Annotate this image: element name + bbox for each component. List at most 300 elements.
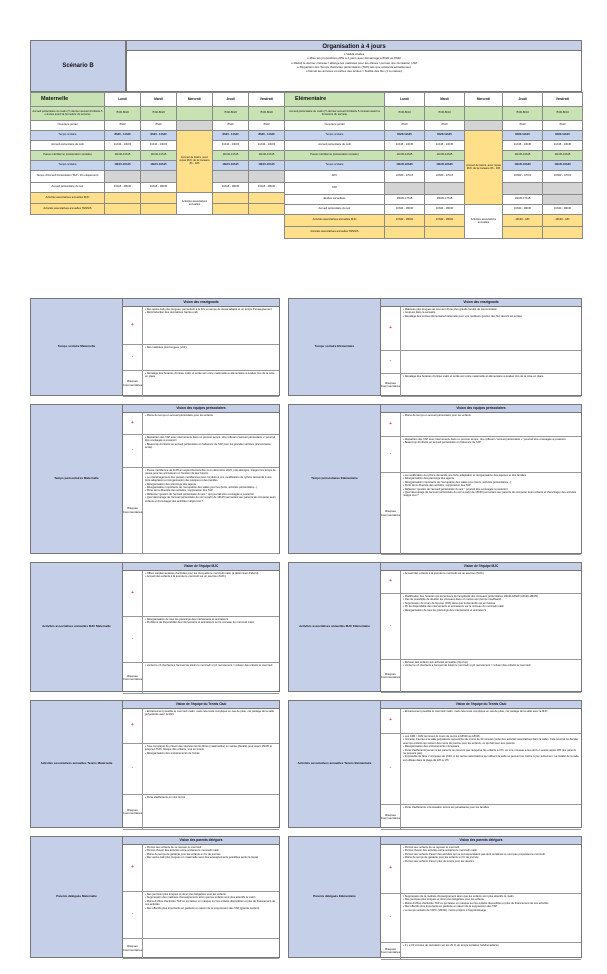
schedule-cell	[385, 183, 425, 195]
bullet-item: ▪ Pb de disponibilité des intervenants et animateurs sur le créneau du mercredi matin	[403, 605, 579, 608]
wednesday-leisure-cell: Accueil de loisirs, avec repas MJC de la Guisane 8h - 18h	[177, 131, 213, 193]
bullet-item: ▪ Pas de possibilité de doubler les créneaux dans un même soir (temps insuffisant)	[403, 598, 579, 601]
bullet-item: ▪ Permet aux enfants de se reposer le mercredi	[403, 846, 579, 849]
section-title: Elémentaire	[285, 93, 385, 107]
bullet-list	[401, 709, 581, 734]
wednesday-leisure-cell: Accueil de loisirs, avec repas MJC de la Guisane 8h - 18h	[465, 131, 503, 205]
schedule-cell: 16h15 - 18h30	[141, 183, 177, 193]
schedule-cell: 11h45-13h45	[543, 151, 583, 161]
row-label: Accueil périscolaire du midi	[285, 141, 385, 151]
schedule-cell: 13h15-16h15	[213, 161, 249, 171]
schedule-cell: 8h20	[213, 121, 249, 131]
minus-sign: -	[381, 894, 401, 943]
schedule-cell: 13h45-16h30	[425, 161, 465, 171]
schedule-cell: 8h20	[249, 121, 285, 131]
schedule-cell	[105, 204, 141, 215]
bullet-item: ▪ Permet aux enfants de se reposer le mercredi	[145, 846, 277, 849]
bullet-list	[143, 468, 279, 554]
row-label: Activités associatives annuelles TENNIS	[285, 227, 385, 239]
schedule-cell: 16h30-17h15	[503, 195, 543, 205]
schedule-cell: 13h15-16h15	[105, 161, 141, 171]
bullet-list	[143, 571, 279, 617]
vision-panel	[288, 298, 582, 396]
bullet-item: ▪ Décalage des horaires d'entrée matin et sortie soir entre maternelle et élémentaire à évaluer lors de la mise en place	[145, 372, 277, 379]
bullet-item: ▪ Moins de temps en accueil périscolaire pour les enfants	[145, 414, 277, 417]
schedule-row	[285, 107, 583, 121]
schedule-cell: 7h30-8h10	[425, 107, 465, 121]
bullet-item: ▪ Les CM1 / CM2 terminent le cours de tennis à 18h30 au 18h45.	[403, 735, 579, 738]
day-header: Mardi	[425, 93, 465, 107]
panel-label: Temps scolaire Maternelle	[31, 299, 123, 395]
schedule-row	[31, 161, 285, 171]
schedule-cell	[177, 107, 213, 121]
bullet-item: ▪ Quel découpage de l'accueil périscolaire du soir à partir de 16h30 permettant aux parents de récupérer leurs enfants et d'envisager des activités malgré tout ?	[403, 491, 579, 498]
schedule-row	[285, 183, 583, 195]
day-header: Jeudi	[213, 93, 249, 107]
schedule-cell: 11h45-13h45	[385, 151, 425, 161]
schedule-cell	[543, 183, 583, 195]
row-label: Ouverture portail	[285, 121, 385, 131]
schedule-row	[285, 161, 583, 171]
bullet-item: ▪ Suppression de la matinée d'enseignement alors que les enfants sont plus attentifs le matin	[403, 895, 579, 898]
vision-panel	[30, 700, 280, 828]
bullet-item: ▪ Décalage des horaires d'entrée matin et sortie soir entre maternelle et élémentaire à évaluer lors de la mise en place	[403, 375, 579, 378]
bullet-item: ▪ Refuser des enfants aux activités annuelles (hip-hop)	[403, 661, 579, 664]
risks-label: Risques Commentaires	[123, 663, 143, 694]
minus-sign: -	[123, 892, 143, 939]
panel-label: Temps périscolaires Elémentaire	[289, 405, 381, 553]
schedule-cell: 16h30 - 18h	[503, 215, 543, 227]
panel-label: Temps scolaire Elémentaire	[289, 299, 381, 395]
row-label: Activités associatives annuelles MJC	[285, 215, 385, 227]
schedule-cell: 7h30-8h20	[105, 107, 141, 121]
bullet-item: ▪ Décalage des sorties élémentaire/maternelle pour une meilleure gestion des flux devant les écoles	[403, 315, 579, 318]
schedule-cell: 7h30-8h10	[543, 107, 583, 121]
schedule-row	[285, 205, 583, 215]
plus-sign: +	[381, 845, 401, 894]
vision-heading: Vision des équipes périscolaires	[123, 405, 279, 413]
elementaire-schedule-table	[284, 92, 583, 239]
vision-heading: Vision de l'équipe du Tennis Club	[381, 701, 581, 709]
schedule-cell: 7h30-8h10	[385, 107, 425, 121]
bullet-list	[401, 894, 581, 943]
bullet-item: ▪ Accueil des enfants à la journée le mercredi sur un seul lieu (MJC)	[145, 575, 277, 578]
schedule-row	[285, 215, 583, 227]
bullet-item: ▪ Pause méridienne de 1h35 en septembre/octobre et en décembre 2023, puis allongée, intégrer les temps de pause pour les animateurs en fonction de leur besoin	[145, 469, 277, 476]
schedule-row	[31, 131, 285, 141]
risks-label: Risques Commentaires	[123, 371, 143, 397]
vision-panel	[288, 836, 582, 958]
bullet-item: ▪ Entrainement possible le mercredi matin, mais cela reste compliqué en cas de pluie, car partage de la salle polyvalente avec la MJC	[145, 710, 277, 717]
plus-sign: +	[381, 413, 401, 437]
row-label: Pause méridienne (restauration scolaire)	[285, 151, 385, 161]
row-label: TAP	[285, 183, 385, 195]
bullet-list	[401, 374, 581, 397]
bullet-item: ▪ Il y a 15 minutes de récréation sur les 20 % de temps scolaires hebdomadaires	[403, 944, 579, 947]
schedule-cell: 13h15-16h15	[249, 161, 285, 171]
row-label: Accueil périscolaire du matin (½ dernier accueil d'enfants 5 minutes avant la fermeture du service)	[285, 107, 385, 121]
vision-panel	[30, 298, 280, 396]
plus-sign: +	[123, 571, 143, 617]
schedule-cell: 16h30 - 18h00	[425, 215, 465, 227]
schedule-cell: 8h20-11h45	[425, 131, 465, 141]
bullet-item: ▪ Réorganisation des plannings des agents	[145, 483, 277, 486]
schedule-cell: 16h30 - 17h15	[385, 171, 425, 183]
day-header: Vendredi	[543, 93, 583, 107]
scenario-label: Scénario B	[30, 40, 126, 92]
bullet-list	[143, 795, 279, 830]
row-label: Accueil périscolaire du midi	[31, 141, 105, 151]
row-label: Temps scolaire	[31, 161, 105, 171]
schedule-row	[31, 107, 285, 121]
panel-label: Temps périscolaires Maternelle	[31, 405, 123, 553]
schedule-cell	[141, 193, 177, 204]
schedule-cell: 16h15 - 18h30	[249, 183, 285, 193]
schedule-cell: 11h45 - 13h45	[503, 141, 543, 151]
risks-label: Risques Commentaires	[123, 939, 143, 959]
schedule-cell: 11h45-13h45	[425, 151, 465, 161]
schedule-cell: 13h45-16h30	[385, 161, 425, 171]
bullet-item: ▪ Beaucoup d'enfants en accueil périscolaire en l'absence de TAP pour les grandes sections (transmission école)	[145, 443, 277, 450]
bullet-item: ▪ Limiter le nb d'enfants à l'accueil de loisirs le mercredi si pb recrutement = refuser des enfants le mercredi	[145, 664, 277, 667]
schedule-cell: 16h30 - 18h30	[503, 205, 543, 215]
condition-line: o Dénuit les arrivées et sorties des écoles = fluidité des flux (1 à maison)	[305, 69, 403, 74]
schedule-cell: 7h30-8h20	[213, 107, 249, 121]
schedule-row	[285, 171, 583, 183]
schedule-cell: 16h30 - 18h30	[543, 205, 583, 215]
schedule-cell: 11h45 - 13h45	[385, 141, 425, 151]
section-title: Maternelle	[31, 93, 105, 107]
schedule-cell: 11h40 - 13h15	[249, 141, 285, 151]
bullet-item: ▪ Suppression des matinées d'enseignement alors que les enfants sont plus attentifs le matin	[145, 896, 277, 899]
bullet-item: ▪ Réorganisation de tous les plannings des intervenants et animateurs	[145, 618, 277, 621]
plus-sign: +	[123, 307, 143, 345]
bullet-item: ▪ Perte d'adhérents jeunes si les parents ne peuvent pas récupérer les enfants à 17h, ou si le créneau a lieu tard en soirée après 18h (les parents ne peuvent pas)	[403, 749, 579, 756]
bullet-item: ▪ Permet d'avoir des activités extra-scolaires le mercredi matin	[145, 849, 277, 852]
bullet-list	[401, 594, 581, 660]
org-title: Organisation à 4 jours	[127, 41, 581, 51]
vision-heading: Vision des enseignants	[123, 299, 279, 307]
schedule-cell	[213, 204, 249, 215]
vision-heading: Vision des parents délégués	[123, 837, 279, 845]
row-label: Accueil périscolaire du matin (½ dernier accueil d'enfants 5 minutes avant la fermeture du service)	[31, 107, 105, 121]
minus-sign: -	[381, 351, 401, 374]
schedule-cell: 7h30-8h20	[249, 107, 285, 121]
table-header-row	[31, 93, 285, 107]
bullet-item: ▪ Réflexion "gestion de l'accueil périscolaire du soir " pourrait être envisagée à posteriori	[403, 488, 579, 491]
schedule-cell: 11h40 - 13h15	[141, 141, 177, 151]
bullet-item: ▪ Perte de la diversité des activités, suppression des TAP	[403, 484, 579, 487]
bullet-list	[143, 709, 279, 744]
row-label: Activités associatives annuelles MJC	[31, 193, 105, 204]
bullet-item: ▪ Moins de temps de garderie pour les enfants en fin de journée	[403, 856, 579, 859]
bullet-list	[401, 660, 581, 693]
schedule-row	[31, 141, 285, 151]
row-label: Temps scolaire	[31, 131, 105, 141]
bullet-item: ▪ Permet d'avoir des activités extra-scolaires le mercredi matin	[403, 849, 579, 852]
condition-line: o Mise les propositions APE à 4 jours avec démarrage à 8h20 ou 8h30	[307, 56, 401, 61]
bullet-item: ▪ Réorganisation de tous les plannings des intervenants et animateurs	[403, 609, 579, 612]
bullet-item: ▪ Moins de temps en accueil périscolaire pour les enfants	[403, 414, 579, 417]
bullet-item: ▪ Des effectifs plus importants en garderie en raison de la suppression des TAP (grande section)	[145, 907, 277, 910]
bullet-list	[143, 371, 279, 397]
minus-sign: -	[123, 345, 143, 371]
panel-label: Parents délégués Maternelle	[31, 837, 123, 957]
schedule-row	[285, 227, 583, 239]
schedule-cell	[465, 121, 503, 131]
schedule-cell: 11h40-13h15	[249, 151, 285, 161]
day-header: Mercredi	[177, 93, 213, 107]
bullet-list	[401, 943, 581, 960]
panel-label: Activités associatives annuelles Tennis Maternelle	[31, 701, 123, 827]
schedule-cell: 8h10	[425, 121, 465, 131]
bullet-item: ▪ Des après-midi plus longues, permettant à la fois un temps de sieste adapté et un temps d'enseignement.	[145, 308, 277, 311]
schedule-cell: 8h10	[543, 121, 583, 131]
bullet-list	[401, 413, 581, 437]
day-header: Mardi	[141, 93, 177, 107]
bullet-item: ▪ Réorganisation des entrainements nécessaire	[403, 745, 579, 748]
schedule-cell: 11h40-13h15	[141, 151, 177, 161]
plus-sign: +	[381, 709, 401, 734]
bullet-item: ▪ Perte d'adhérents si la situation tennis est pénalisante pour les familles	[403, 806, 579, 809]
row-label: Ouverture portail	[31, 121, 105, 131]
schedule-row	[285, 121, 583, 131]
schedule-cell: 11h45 - 13h45	[425, 141, 465, 151]
bullet-list	[143, 307, 279, 345]
bullet-list	[143, 345, 279, 371]
bullet-item: ▪ Réorganisation importante de l'occupation des salles pour (tenis, activités périscolaires...)	[403, 481, 579, 484]
table-header-row	[285, 93, 583, 107]
schedule-cell	[213, 193, 249, 204]
schedule-row	[31, 171, 285, 183]
vision-panel	[288, 562, 582, 692]
bullet-item: ▪ La modification du rythme demandé une forte adaptation et réorganisation des équipes et des familles	[403, 474, 579, 477]
schedule-cell: 16h30 - 18h00	[385, 215, 425, 227]
bullet-item: ▪ Très compliqué de prévoir des séances tennis libres (maternelles) en soirée (décalé) pour avant 16h45 et jusqu'à 17h45. Risque des enfants, tout en tennis	[145, 745, 277, 752]
bullet-item: ▪ Réorganisation des plannings des agents	[403, 477, 579, 480]
bullet-list	[401, 473, 581, 555]
schedule-row	[31, 121, 285, 131]
schedule-cell	[105, 171, 141, 183]
risks-label: Risques Commentaires	[381, 374, 401, 397]
bullet-list	[143, 939, 279, 959]
schedule-cell	[465, 107, 503, 121]
schedule-cell: 11h40 - 13h15	[105, 141, 141, 151]
bullet-item: ▪ Créneau d'accès à la salle polyvalente aujourd'hui de moins de 30 minutes (suite des activités associatives dans la salle). Cela pourrait se décaler avec les enfants qui sortent des cours de piscine pour les enfants, ce qui fait peur aux parents	[403, 738, 579, 745]
bullet-item: ▪ Réintroduction des récréations l'après-midi	[145, 311, 277, 314]
bullet-item: ▪ Perte de la diversité des activités, suppression des TAP	[145, 489, 277, 492]
schedule-cell: 16h30 - 17h15	[503, 171, 543, 183]
day-header: Vendredi	[249, 93, 285, 107]
bullet-list	[401, 571, 581, 594]
vision-heading: Vision de l'équipe du Tennis Club	[123, 701, 279, 709]
schedule-row	[285, 151, 583, 161]
bullet-item: ▪ Modification des horaires qui accentuera de l'amplitude des créneaux périscolaires 16h30-18h00 (16h30-18h45)	[403, 595, 579, 598]
schedule-row	[31, 193, 285, 204]
schedule-cell	[503, 227, 543, 239]
bullet-list	[143, 892, 279, 939]
risks-label: Risques Commentaires	[123, 468, 143, 554]
conditions-list	[127, 51, 581, 73]
plus-sign: +	[123, 709, 143, 744]
bullet-list	[401, 845, 581, 894]
minus-sign: -	[123, 435, 143, 468]
bullet-item: ▪ Réflexion "gestion de l'accueil périscolaire du soir " qui pourrait être envisagée à posteriori	[145, 493, 277, 496]
schedule-row	[31, 151, 285, 161]
schedule-cell: 16h15 - 18h30	[213, 183, 249, 193]
schedule-cell: 16h30 - 18h30	[425, 205, 465, 215]
schedule-cell	[141, 171, 177, 183]
bullet-item: ▪ Moins de temps de garderie pour les enfants en fin de journée	[145, 853, 277, 856]
risks-label: Risques Commentaires	[381, 660, 401, 693]
schedule-cell: 8h30 - 11h40	[213, 131, 249, 141]
schedule-cell	[249, 171, 285, 183]
schedule-cell: 7h30-8h10	[503, 107, 543, 121]
vision-panel	[288, 700, 582, 828]
bullet-item: ▪ Suppression du cours de hip-hop (16h) dans que le demande est en hausse	[403, 602, 579, 605]
panel-label: Activités associatives annuelles Tennis Elémentaire	[289, 701, 381, 827]
plus-sign: +	[123, 413, 143, 435]
minus-sign: -	[381, 594, 401, 660]
plus-sign: +	[381, 571, 401, 594]
risks-label: Risques Commentaires	[381, 473, 401, 555]
schedule-cell: 16h30-17h15	[425, 195, 465, 205]
vision-heading: Vision des équipes périscolaires	[381, 405, 581, 413]
schedule-cell	[105, 193, 141, 204]
schedule-cell: 11h40-13h15	[213, 151, 249, 161]
vision-heading: Vision de l'équipe MJC	[381, 563, 581, 571]
schedule-cell: 11h45-13h45	[503, 151, 543, 161]
schedule-row	[285, 141, 583, 151]
bullet-item: ▪ Le temps scolaire de l'APC (16h30), moins propice à l'apprentissage	[403, 909, 579, 912]
schedule-cell	[249, 193, 285, 204]
schedule-cell: 8h20	[105, 121, 141, 131]
risks-label: Risques Commentaires	[123, 795, 143, 830]
schedule-cell	[213, 171, 249, 183]
schedule-cell: 16h30-17h15	[385, 195, 425, 205]
minus-sign: -	[123, 617, 143, 663]
bullet-list	[143, 617, 279, 663]
vision-heading: Vision de l'équipe MJC	[123, 563, 279, 571]
vision-panel	[288, 404, 582, 554]
schedule-cell: 11h45 - 13h45	[543, 141, 583, 151]
bullet-list	[143, 845, 279, 892]
plus-sign: +	[123, 845, 143, 892]
row-label: APC	[285, 171, 385, 183]
schedule-cell: 8h20	[141, 121, 177, 131]
schedule-row	[31, 183, 285, 193]
row-label: Temps d'Accueil Périscolaire (TAP - 16 uniquement)	[31, 171, 105, 183]
condition-line: o Disparition des Temps d'activités périscolaires (TAP) tels que existants actuellement	[297, 64, 411, 69]
schedule-row	[31, 204, 285, 215]
panel-label: Activités associatives annuelles MJC Elémentaire	[289, 563, 381, 691]
bullet-item: ▪ Des effectifs plus importants en garderie en raison de la suppression des TAP	[403, 905, 579, 908]
minus-sign: -	[381, 437, 401, 473]
bullet-list	[143, 413, 279, 435]
schedule-cell	[425, 183, 465, 195]
row-label: Temps scolaire	[285, 131, 385, 141]
bullet-item: ▪ Des journées plus longues et donc plus fatigantes pour les enfants	[145, 893, 277, 896]
bullet-item: ▪ Problème de disponibilité des intervenants et animateurs sur le créneau du mercredi matin	[145, 621, 277, 624]
bullet-list	[401, 351, 581, 374]
vision-panel	[30, 836, 280, 958]
bullet-item: ▪ Impossible de faire 2 créneaux de 1h30, si les autres associations qui utilisent la salle ne peuvent se mettre à jour autrement. La totalité de la salle est utilisée dans la plage de 18h à 17h	[403, 755, 579, 762]
bullet-item: ▪ Des après-midi plus longues en maternelle avec des enseignements possibles après la sieste	[145, 856, 277, 859]
row-label: Etudes surveillées	[285, 195, 385, 205]
schedule-cell: 16h30 - 17h15	[425, 171, 465, 183]
schedule-cell: 11h40-13h15	[105, 151, 141, 161]
vision-heading: Vision des parents délégués	[381, 837, 581, 845]
bullet-item: ▪ Disparition des TAP avec intervenants dans un premier temps. Une réflexion "accueil périscolaire +" pourrait être envisagée à posteriori	[403, 438, 579, 441]
bullet-list	[143, 435, 279, 468]
schedule-cell	[177, 121, 213, 131]
schedule-cell: 13h15-16h15	[141, 161, 177, 171]
schedule-cell	[503, 183, 543, 195]
schedule-cell: 8h10	[385, 121, 425, 131]
bullet-item: ▪ Quel découpage de l'accueil périscolaire du soir à partir de 16h15 permettant aux parents de récupérer leurs enfants et d'envisager des activités malgré tout ?	[145, 496, 277, 503]
schedule-cell	[543, 195, 583, 205]
bullet-item: ▪ Disparition des TAP avec intervenants dans un premier temps. Une réflexion "accueil périscolaire +" pourrait être envisagée à posteriori	[145, 436, 277, 443]
row-label: Accueil périscolaire du soir	[31, 183, 105, 193]
bullet-list	[143, 744, 279, 795]
bullet-list	[401, 307, 581, 351]
wednesday-assoc-cell: Activités associatives annuelles	[465, 205, 503, 239]
vision-panel	[30, 404, 280, 554]
maternelle-schedule-table	[30, 92, 285, 215]
bullet-item: ▪ Réorganisation des entrainements de l'école	[145, 752, 277, 755]
vision-panel	[30, 562, 280, 692]
bullet-item: ▪ Limiter le nb d'enfants à l'accueil de loisirs le mercredi si pb recrutement = refuser des enfants le mercredi	[403, 664, 579, 667]
row-label: Activités associatives annuelles TENNIS	[31, 204, 105, 215]
vision-heading: Vision des enseignants	[381, 299, 581, 307]
schedule-cell: 8h30 - 11h40	[141, 131, 177, 141]
condition-line: o Validé études	[343, 52, 365, 56]
bullet-item: ▪ Des matinées plus longues (+10')	[145, 346, 277, 349]
schedule-cell	[249, 204, 285, 215]
schedule-cell	[385, 227, 425, 239]
schedule-cell: 16h30 - 17h15	[543, 171, 583, 183]
schedule-cell: 8h20-11h45	[543, 131, 583, 141]
bullet-list	[401, 437, 581, 473]
bullet-item: ▪ Coupure dans la semaine	[403, 311, 579, 314]
schedule-cell	[543, 227, 583, 239]
schedule-cell: 16h15 - 18h30	[105, 183, 141, 193]
bullet-item: ▪ Le réaménagement des pauses méridiennes peut conduire à une modification du rythme demandé à une forte adaptation et réorganisation des équipes et des familles	[145, 476, 277, 483]
day-header: Mercredi	[465, 93, 503, 107]
organisation-panel	[126, 40, 582, 92]
risks-label: Risques Commentaires	[381, 943, 401, 960]
schedule-cell: 13h45-16h30	[503, 161, 543, 171]
row-label: Accueil périscolaire du soir	[285, 205, 385, 215]
condition-line: o Réduit le dernier créneau / allonge les matinées pour les élèves / permet une récréation / AM	[291, 60, 417, 65]
bullet-item: ▪ Beaucoup d'enfants en accueil périscolaire en l'absence de TAP	[403, 441, 579, 444]
wednesday-assoc-cell: Activités associatives annuelles	[177, 193, 213, 215]
schedule-cell	[141, 204, 177, 215]
bullet-item: ▪ Offres supplémentaires d'activités pour les tout-petits le mercredi matin (à déterminer d'abord)	[145, 572, 277, 575]
bullet-list	[401, 805, 581, 830]
schedule-cell: 8h20-11h45	[385, 131, 425, 141]
row-label: Temps scolaire	[285, 161, 385, 171]
bullet-item: ▪ Entrainement possible le mercredi matin, mais cela reste compliqué en cas de pluie, car partage de la salle avec la MJC	[403, 710, 579, 713]
schedule-cell: 13h45-16h30	[543, 161, 583, 171]
day-header: Jeudi	[503, 93, 543, 107]
schedule-cell: 8h20-11h45	[503, 131, 543, 141]
bullet-item: ▪ Des journées plus longues et donc plus fatigantes pour les enfants	[403, 898, 579, 901]
schedule-cell: 8h30 - 11h40	[249, 131, 285, 141]
bullet-item: ▪ Matinées plus longues au moment d'une plus grande faculté de concentration.	[403, 308, 579, 311]
bullet-item: ▪ Moins d'offres d'activités TAP ce qui laisse un manque sur les enfants disponibles et plus de financement de ces activités	[403, 902, 579, 905]
day-header: Lundi	[385, 93, 425, 107]
